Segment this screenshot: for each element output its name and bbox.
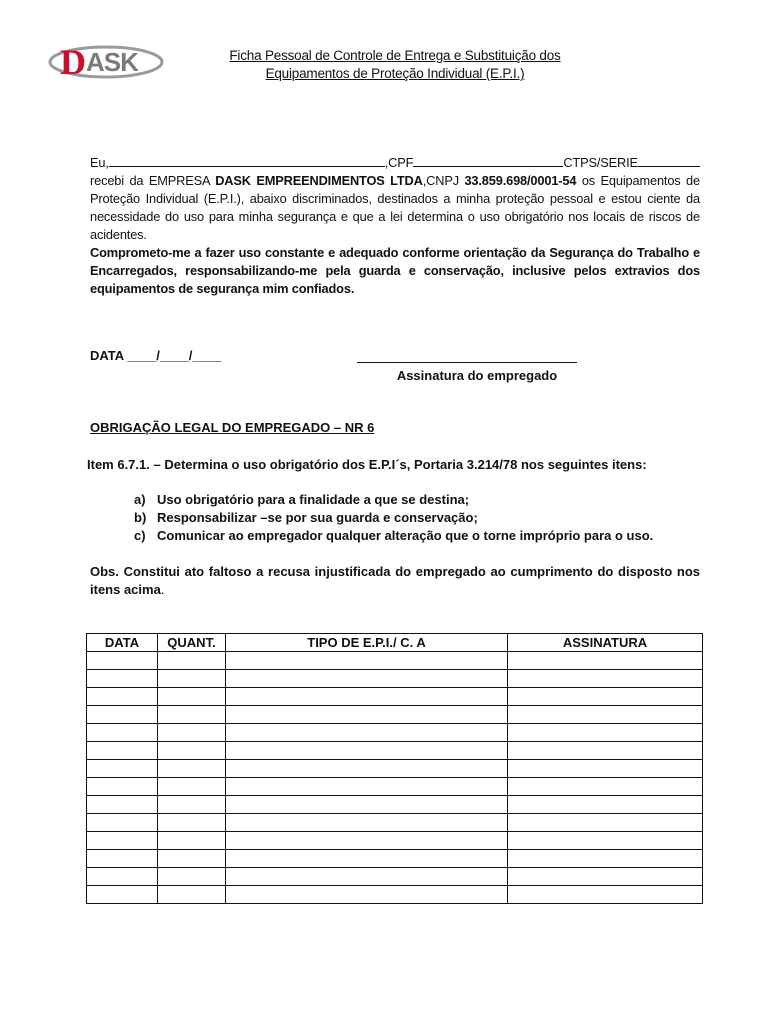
table-cell: [508, 688, 703, 706]
commitment-text: Comprometo-me a fazer uso constante e adequado conforme orientação da Segurança do Trabalho e Encarregados, responsabilizando-me pela guarda e conservação, inclusive pelos extravios dos equipamentos de segurança mim confiados.: [90, 245, 700, 296]
table-cell: [226, 742, 508, 760]
table-row: [87, 778, 703, 796]
ctps-blank: [638, 153, 700, 167]
table-row: [87, 886, 703, 904]
table-cell: [226, 778, 508, 796]
date-field: DATA ____/____/____: [90, 348, 222, 363]
table-cell: [158, 688, 226, 706]
table-row: [87, 670, 703, 688]
obligations-list: [134, 491, 653, 545]
table-cell: [226, 886, 508, 904]
received-post: os Equipamentos de Proteção Individual (E.P.I.), abaixo discriminados, destinados a minha proteção pessoal e estou ciente da necessidade do uso para minha segurança e que a lei determina o uso obrigatório nos locais de riscos de acidentes.: [90, 173, 700, 242]
table-cell: [158, 706, 226, 724]
table-cell: [508, 742, 703, 760]
table-cell: [87, 706, 158, 724]
table-cell: [508, 814, 703, 832]
table-cell: [508, 652, 703, 670]
table-cell: [508, 886, 703, 904]
declaration-text: [90, 153, 700, 298]
table-cell: [508, 850, 703, 868]
signature-label: Assinatura do empregado: [396, 368, 558, 383]
table-cell: [87, 832, 158, 850]
table-row: [87, 796, 703, 814]
table-row: [87, 724, 703, 742]
list-item: a) Uso obrigatório para a finalidade a que se destina;: [134, 492, 470, 507]
table-row: [87, 868, 703, 886]
table-cell: [87, 796, 158, 814]
table-cell: [508, 706, 703, 724]
table-row: [87, 742, 703, 760]
header-signature: ASSINATURA: [508, 634, 703, 652]
table-cell: [508, 778, 703, 796]
eu-label: Eu,: [90, 155, 109, 170]
svg-text:ASK: ASK: [86, 47, 138, 77]
table-cell: [87, 688, 158, 706]
title-line-2: Equipamentos de Proteção Individual (E.P.I.): [265, 66, 525, 81]
table-cell: [226, 688, 508, 706]
legal-item-text: Item 6.7.1. – Determina o uso obrigatório dos E.P.I´s, Portaria 3.214/78 nos seguintes itens:: [87, 457, 647, 472]
table-row: [87, 850, 703, 868]
table-cell: [226, 832, 508, 850]
name-blank: [109, 153, 385, 167]
table-cell: [158, 742, 226, 760]
table-cell: [87, 886, 158, 904]
table-cell: [508, 760, 703, 778]
table-cell: [158, 832, 226, 850]
table-cell: [226, 814, 508, 832]
svg-text:D: D: [60, 42, 86, 82]
table-cell: [158, 796, 226, 814]
table-row: [87, 688, 703, 706]
table-cell: [226, 760, 508, 778]
table-row: [87, 832, 703, 850]
table-cell: [508, 796, 703, 814]
cpf-label: ,CPF: [384, 155, 414, 170]
list-item: b) Responsabilizar –se por sua guarda e conservação;: [134, 510, 478, 525]
table-cell: [158, 850, 226, 868]
table-cell: [508, 724, 703, 742]
table-cell: [226, 850, 508, 868]
table-cell: [226, 670, 508, 688]
table-cell: [87, 724, 158, 742]
table-cell: [226, 652, 508, 670]
table-cell: [87, 814, 158, 832]
table-header-row: [87, 634, 703, 652]
table-cell: [158, 814, 226, 832]
ctps-label: CTPS/SERIE: [563, 155, 638, 170]
epi-delivery-table: [86, 633, 703, 904]
table-cell: [87, 760, 158, 778]
document-title: [200, 47, 590, 83]
received-pre: recebi da EMPRESA: [90, 173, 216, 188]
table-cell: [158, 670, 226, 688]
header-epi-type: TIPO DE E.P.I./ C. A: [226, 634, 508, 652]
signature-line: [357, 362, 577, 363]
table-cell: [508, 670, 703, 688]
cpf-blank: [413, 153, 563, 167]
observation-text: Obs. Constitui ato faltoso a recusa injustificada do empregado ao cumprimento do disposto nos itens acima.: [90, 564, 700, 597]
table-cell: [158, 868, 226, 886]
title-line-1: Ficha Pessoal de Controle de Entrega e Substituição dos: [229, 48, 561, 63]
table-cell: [87, 670, 158, 688]
table-row: [87, 652, 703, 670]
table-cell: [158, 760, 226, 778]
list-item: c) Comunicar ao empregador qualquer alteração que o torne impróprio para o uso.: [134, 528, 654, 543]
table-cell: [87, 850, 158, 868]
table-cell: [508, 868, 703, 886]
cnpj-value: 33.859.698/0001-54: [464, 173, 577, 188]
table-cell: [226, 868, 508, 886]
table-cell: [508, 832, 703, 850]
header-quantity: QUANT.: [158, 634, 226, 652]
table-row: [87, 706, 703, 724]
legal-section-title: OBRIGAÇÃO LEGAL DO EMPREGADO – NR 6: [90, 420, 375, 435]
table-cell: [158, 778, 226, 796]
cnpj-label: ,CNPJ: [422, 173, 465, 188]
table-cell: [87, 868, 158, 886]
table-row: [87, 760, 703, 778]
table-cell: [158, 886, 226, 904]
company-name: DASK EMPREENDIMENTOS LTDA: [215, 173, 423, 188]
table-cell: [87, 778, 158, 796]
table-cell: [226, 724, 508, 742]
table-cell: [87, 742, 158, 760]
table-row: [87, 814, 703, 832]
dask-logo: [46, 36, 166, 84]
table-cell: [226, 796, 508, 814]
table-cell: [226, 706, 508, 724]
table-cell: [87, 652, 158, 670]
table-cell: [158, 724, 226, 742]
header-date: DATA: [87, 634, 158, 652]
table-cell: [158, 652, 226, 670]
